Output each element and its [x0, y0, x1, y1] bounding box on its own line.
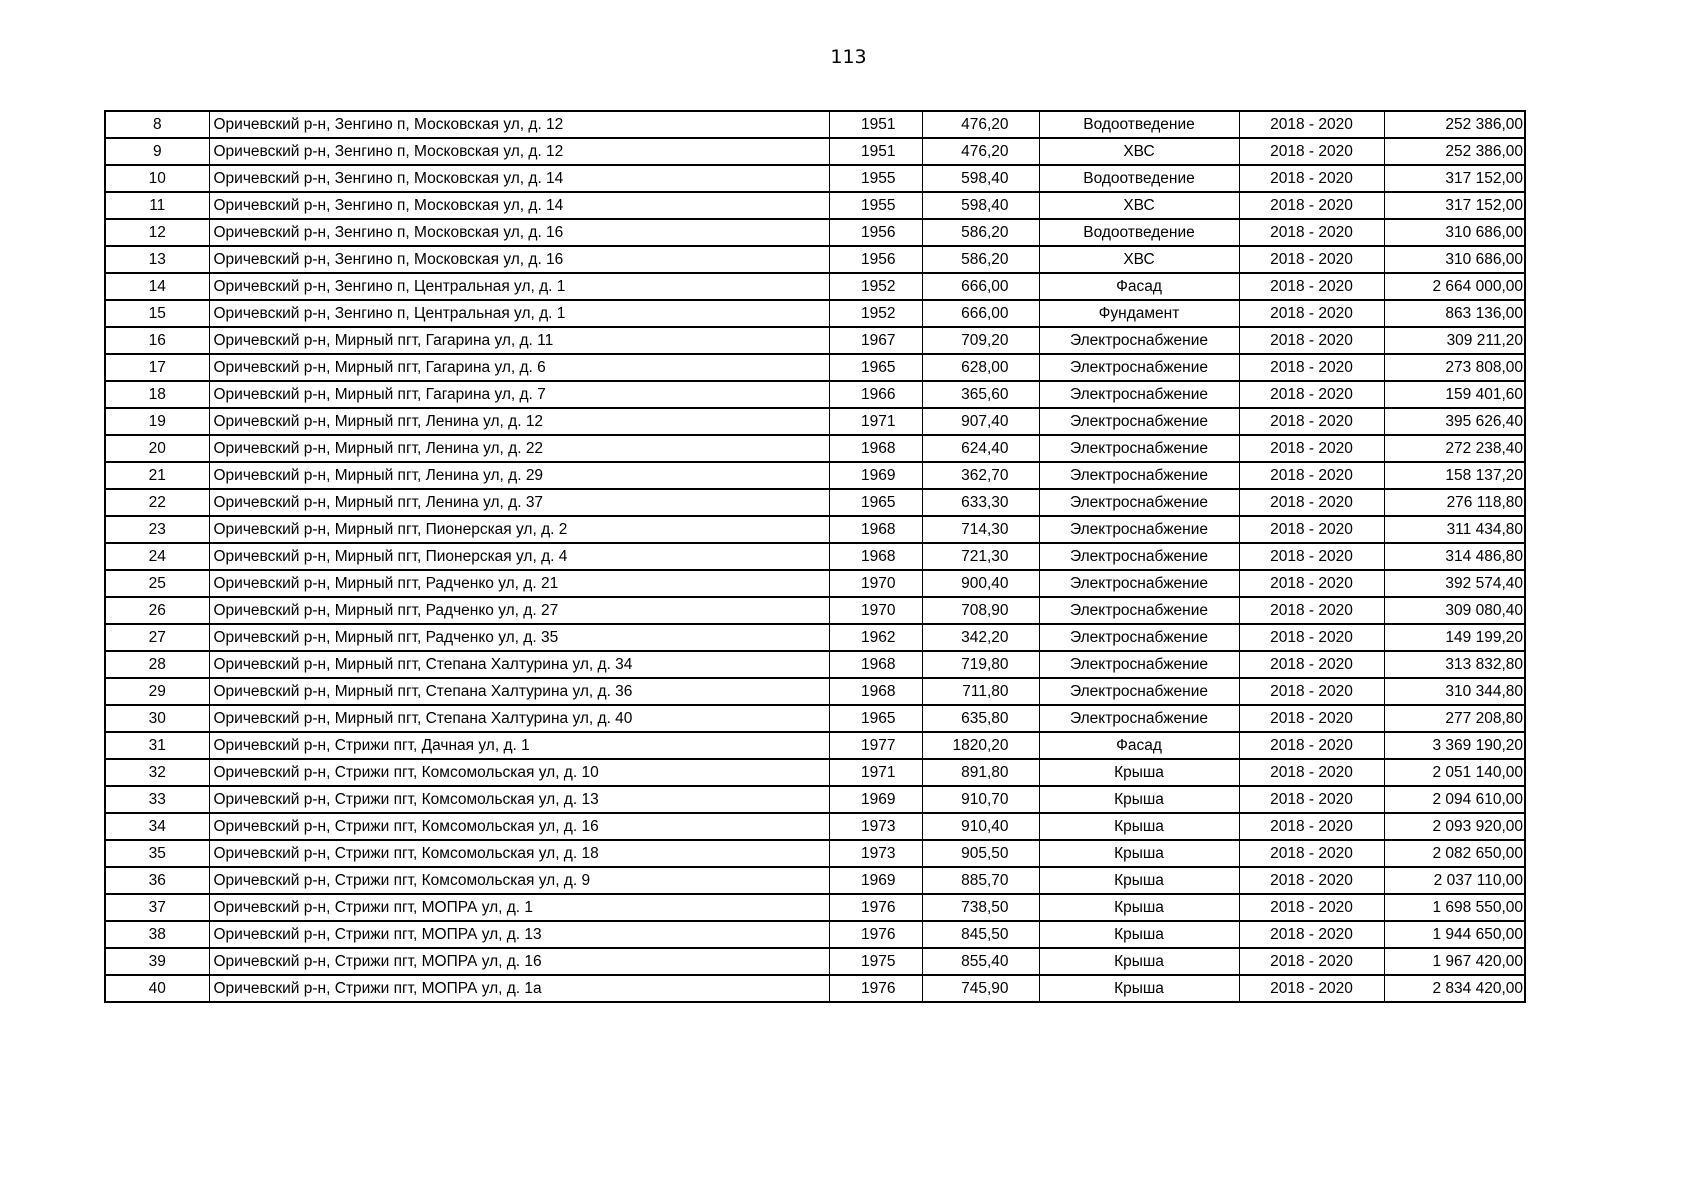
table-row — [105, 408, 1525, 435]
address-cell: Оричевский р-н, Стрижи пгт, Комсомольская ул, д. 13 — [209, 786, 829, 813]
address-cell: Оричевский р-н, Мирный пгт, Радченко ул, д. 35 — [209, 624, 829, 651]
area-cell: 745,90 — [922, 975, 1039, 1002]
period-cell: 2018 - 2020 — [1239, 570, 1384, 597]
area-cell: 666,00 — [922, 300, 1039, 327]
area-cell: 910,40 — [922, 813, 1039, 840]
work-type-cell: ХВС — [1039, 246, 1239, 273]
area-cell: 905,50 — [922, 840, 1039, 867]
table-row — [105, 165, 1525, 192]
row-number-cell: 25 — [105, 570, 209, 597]
year-built-cell: 1968 — [829, 678, 922, 705]
cost-cell: 1 698 550,00 — [1384, 894, 1525, 921]
table-row — [105, 354, 1525, 381]
year-built-cell: 1971 — [829, 759, 922, 786]
table-body — [105, 111, 1525, 1002]
row-number-cell: 39 — [105, 948, 209, 975]
period-cell: 2018 - 2020 — [1239, 840, 1384, 867]
area-cell: 907,40 — [922, 408, 1039, 435]
year-built-cell: 1976 — [829, 894, 922, 921]
area-cell: 362,70 — [922, 462, 1039, 489]
period-cell: 2018 - 2020 — [1239, 408, 1384, 435]
row-number-cell: 24 — [105, 543, 209, 570]
year-built-cell: 1965 — [829, 705, 922, 732]
cost-cell: 276 118,80 — [1384, 489, 1525, 516]
address-cell: Оричевский р-н, Мирный пгт, Пионерская ул, д. 2 — [209, 516, 829, 543]
row-number-cell: 16 — [105, 327, 209, 354]
row-number-cell: 29 — [105, 678, 209, 705]
address-cell: Оричевский р-н, Зенгино п, Центральная ул, д. 1 — [209, 300, 829, 327]
area-cell: 476,20 — [922, 111, 1039, 138]
year-built-cell: 1966 — [829, 381, 922, 408]
year-built-cell: 1969 — [829, 786, 922, 813]
year-built-cell: 1951 — [829, 138, 922, 165]
address-cell: Оричевский р-н, Мирный пгт, Ленина ул, д. 12 — [209, 408, 829, 435]
area-cell: 738,50 — [922, 894, 1039, 921]
work-type-cell: Электроснабжение — [1039, 408, 1239, 435]
work-type-cell: Водоотведение — [1039, 165, 1239, 192]
table-row — [105, 381, 1525, 408]
cost-cell: 392 574,40 — [1384, 570, 1525, 597]
area-cell: 855,40 — [922, 948, 1039, 975]
area-cell: 342,20 — [922, 624, 1039, 651]
area-cell: 666,00 — [922, 273, 1039, 300]
period-cell: 2018 - 2020 — [1239, 705, 1384, 732]
address-cell: Оричевский р-н, Мирный пгт, Гагарина ул, д. 6 — [209, 354, 829, 381]
address-cell: Оричевский р-н, Мирный пгт, Пионерская ул, д. 4 — [209, 543, 829, 570]
table-row — [105, 597, 1525, 624]
area-cell: 598,40 — [922, 165, 1039, 192]
area-cell: 708,90 — [922, 597, 1039, 624]
work-type-cell: Фасад — [1039, 732, 1239, 759]
row-number-cell: 30 — [105, 705, 209, 732]
year-built-cell: 1973 — [829, 840, 922, 867]
work-type-cell: Электроснабжение — [1039, 624, 1239, 651]
period-cell: 2018 - 2020 — [1239, 543, 1384, 570]
year-built-cell: 1971 — [829, 408, 922, 435]
table-row — [105, 975, 1525, 1002]
table-row — [105, 651, 1525, 678]
row-number-cell: 38 — [105, 921, 209, 948]
year-built-cell: 1968 — [829, 516, 922, 543]
table-row — [105, 489, 1525, 516]
table-row — [105, 840, 1525, 867]
period-cell: 2018 - 2020 — [1239, 948, 1384, 975]
period-cell: 2018 - 2020 — [1239, 165, 1384, 192]
cost-cell: 158 137,20 — [1384, 462, 1525, 489]
address-cell: Оричевский р-н, Стрижи пгт, Комсомольская ул, д. 16 — [209, 813, 829, 840]
cost-cell: 2 094 610,00 — [1384, 786, 1525, 813]
address-cell: Оричевский р-н, Зенгино п, Московская ул, д. 16 — [209, 246, 829, 273]
year-built-cell: 1976 — [829, 975, 922, 1002]
work-type-cell: Электроснабжение — [1039, 462, 1239, 489]
cost-cell: 252 386,00 — [1384, 111, 1525, 138]
row-number-cell: 26 — [105, 597, 209, 624]
table-row — [105, 759, 1525, 786]
row-number-cell: 35 — [105, 840, 209, 867]
table-row — [105, 462, 1525, 489]
row-number-cell: 31 — [105, 732, 209, 759]
table-row — [105, 732, 1525, 759]
area-cell: 891,80 — [922, 759, 1039, 786]
table-row — [105, 273, 1525, 300]
work-type-cell: Электроснабжение — [1039, 705, 1239, 732]
area-cell: 598,40 — [922, 192, 1039, 219]
table-row — [105, 678, 1525, 705]
work-type-cell: Крыша — [1039, 975, 1239, 1002]
address-cell: Оричевский р-н, Мирный пгт, Гагарина ул, д. 11 — [209, 327, 829, 354]
period-cell: 2018 - 2020 — [1239, 597, 1384, 624]
cost-cell: 310 344,80 — [1384, 678, 1525, 705]
cost-cell: 2 082 650,00 — [1384, 840, 1525, 867]
work-type-cell: Крыша — [1039, 894, 1239, 921]
area-cell: 586,20 — [922, 219, 1039, 246]
work-type-cell: Электроснабжение — [1039, 435, 1239, 462]
table-row — [105, 435, 1525, 462]
table-row — [105, 624, 1525, 651]
work-type-cell: Крыша — [1039, 786, 1239, 813]
cost-cell: 2 664 000,00 — [1384, 273, 1525, 300]
cost-cell: 314 486,80 — [1384, 543, 1525, 570]
row-number-cell: 8 — [105, 111, 209, 138]
period-cell: 2018 - 2020 — [1239, 813, 1384, 840]
area-cell: 711,80 — [922, 678, 1039, 705]
period-cell: 2018 - 2020 — [1239, 516, 1384, 543]
period-cell: 2018 - 2020 — [1239, 732, 1384, 759]
cost-cell: 311 434,80 — [1384, 516, 1525, 543]
cost-cell: 273 808,00 — [1384, 354, 1525, 381]
row-number-cell: 17 — [105, 354, 209, 381]
cost-cell: 272 238,40 — [1384, 435, 1525, 462]
year-built-cell: 1956 — [829, 219, 922, 246]
registry-table — [104, 110, 1526, 1003]
work-type-cell: Электроснабжение — [1039, 516, 1239, 543]
row-number-cell: 15 — [105, 300, 209, 327]
work-type-cell: Крыша — [1039, 948, 1239, 975]
address-cell: Оричевский р-н, Зенгино п, Центральная ул, д. 1 — [209, 273, 829, 300]
period-cell: 2018 - 2020 — [1239, 624, 1384, 651]
period-cell: 2018 - 2020 — [1239, 381, 1384, 408]
work-type-cell: Крыша — [1039, 813, 1239, 840]
year-built-cell: 1969 — [829, 462, 922, 489]
table-row — [105, 300, 1525, 327]
period-cell: 2018 - 2020 — [1239, 894, 1384, 921]
work-type-cell: Электроснабжение — [1039, 489, 1239, 516]
area-cell: 1820,20 — [922, 732, 1039, 759]
address-cell: Оричевский р-н, Стрижи пгт, МОПРА ул, д. 1 — [209, 894, 829, 921]
year-built-cell: 1977 — [829, 732, 922, 759]
cost-cell: 252 386,00 — [1384, 138, 1525, 165]
row-number-cell: 19 — [105, 408, 209, 435]
work-type-cell: Крыша — [1039, 759, 1239, 786]
cost-cell: 2 093 920,00 — [1384, 813, 1525, 840]
address-cell: Оричевский р-н, Зенгино п, Московская ул, д. 12 — [209, 111, 829, 138]
work-type-cell: Крыша — [1039, 840, 1239, 867]
address-cell: Оричевский р-н, Зенгино п, Московская ул, д. 12 — [209, 138, 829, 165]
row-number-cell: 9 — [105, 138, 209, 165]
table-row — [105, 867, 1525, 894]
address-cell: Оричевский р-н, Стрижи пгт, Комсомольская ул, д. 10 — [209, 759, 829, 786]
period-cell: 2018 - 2020 — [1239, 759, 1384, 786]
row-number-cell: 13 — [105, 246, 209, 273]
row-number-cell: 22 — [105, 489, 209, 516]
cost-cell: 317 152,00 — [1384, 165, 1525, 192]
period-cell: 2018 - 2020 — [1239, 273, 1384, 300]
period-cell: 2018 - 2020 — [1239, 327, 1384, 354]
address-cell: Оричевский р-н, Стрижи пгт, МОПРА ул, д. 13 — [209, 921, 829, 948]
area-cell: 900,40 — [922, 570, 1039, 597]
cost-cell: 1 967 420,00 — [1384, 948, 1525, 975]
area-cell: 885,70 — [922, 867, 1039, 894]
period-cell: 2018 - 2020 — [1239, 867, 1384, 894]
address-cell: Оричевский р-н, Мирный пгт, Ленина ул, д. 29 — [209, 462, 829, 489]
address-cell: Оричевский р-н, Стрижи пгт, МОПРА ул, д. 1а — [209, 975, 829, 1002]
year-built-cell: 1955 — [829, 192, 922, 219]
cost-cell: 2 834 420,00 — [1384, 975, 1525, 1002]
year-built-cell: 1967 — [829, 327, 922, 354]
table-row — [105, 543, 1525, 570]
page-number: 113 — [830, 46, 867, 68]
row-number-cell: 40 — [105, 975, 209, 1002]
year-built-cell: 1952 — [829, 273, 922, 300]
table-row — [105, 246, 1525, 273]
table-row — [105, 138, 1525, 165]
address-cell: Оричевский р-н, Зенгино п, Московская ул, д. 14 — [209, 192, 829, 219]
address-cell: Оричевский р-н, Мирный пгт, Степана Халтурина ул, д. 36 — [209, 678, 829, 705]
table-row — [105, 786, 1525, 813]
period-cell: 2018 - 2020 — [1239, 678, 1384, 705]
cost-cell: 317 152,00 — [1384, 192, 1525, 219]
area-cell: 714,30 — [922, 516, 1039, 543]
year-built-cell: 1976 — [829, 921, 922, 948]
year-built-cell: 1970 — [829, 570, 922, 597]
table-row — [105, 192, 1525, 219]
work-type-cell: Электроснабжение — [1039, 543, 1239, 570]
area-cell: 624,40 — [922, 435, 1039, 462]
work-type-cell: Электроснабжение — [1039, 327, 1239, 354]
cost-cell: 159 401,60 — [1384, 381, 1525, 408]
row-number-cell: 36 — [105, 867, 209, 894]
area-cell: 628,00 — [922, 354, 1039, 381]
address-cell: Оричевский р-н, Зенгино п, Московская ул, д. 14 — [209, 165, 829, 192]
cost-cell: 313 832,80 — [1384, 651, 1525, 678]
cost-cell: 3 369 190,20 — [1384, 732, 1525, 759]
address-cell: Оричевский р-н, Стрижи пгт, Комсомольская ул, д. 18 — [209, 840, 829, 867]
cost-cell: 1 944 650,00 — [1384, 921, 1525, 948]
period-cell: 2018 - 2020 — [1239, 246, 1384, 273]
cost-cell: 2 051 140,00 — [1384, 759, 1525, 786]
table-row — [105, 111, 1525, 138]
period-cell: 2018 - 2020 — [1239, 192, 1384, 219]
row-number-cell: 10 — [105, 165, 209, 192]
address-cell: Оричевский р-н, Мирный пгт, Радченко ул, д. 21 — [209, 570, 829, 597]
address-cell: Оричевский р-н, Мирный пгт, Степана Халтурина ул, д. 40 — [209, 705, 829, 732]
address-cell: Оричевский р-н, Стрижи пгт, МОПРА ул, д. 16 — [209, 948, 829, 975]
year-built-cell: 1970 — [829, 597, 922, 624]
cost-cell: 309 211,20 — [1384, 327, 1525, 354]
cost-cell: 277 208,80 — [1384, 705, 1525, 732]
area-cell: 719,80 — [922, 651, 1039, 678]
cost-cell: 310 686,00 — [1384, 246, 1525, 273]
period-cell: 2018 - 2020 — [1239, 921, 1384, 948]
table-row — [105, 921, 1525, 948]
year-built-cell: 1968 — [829, 435, 922, 462]
work-type-cell: Крыша — [1039, 867, 1239, 894]
work-type-cell: ХВС — [1039, 192, 1239, 219]
work-type-cell: Фасад — [1039, 273, 1239, 300]
year-built-cell: 1951 — [829, 111, 922, 138]
year-built-cell: 1955 — [829, 165, 922, 192]
row-number-cell: 14 — [105, 273, 209, 300]
year-built-cell: 1969 — [829, 867, 922, 894]
row-number-cell: 28 — [105, 651, 209, 678]
period-cell: 2018 - 2020 — [1239, 489, 1384, 516]
area-cell: 365,60 — [922, 381, 1039, 408]
work-type-cell: Водоотведение — [1039, 219, 1239, 246]
period-cell: 2018 - 2020 — [1239, 111, 1384, 138]
table-row — [105, 813, 1525, 840]
address-cell: Оричевский р-н, Зенгино п, Московская ул, д. 16 — [209, 219, 829, 246]
table-row — [105, 705, 1525, 732]
year-built-cell: 1956 — [829, 246, 922, 273]
period-cell: 2018 - 2020 — [1239, 462, 1384, 489]
row-number-cell: 37 — [105, 894, 209, 921]
cost-cell: 309 080,40 — [1384, 597, 1525, 624]
cost-cell: 2 037 110,00 — [1384, 867, 1525, 894]
year-built-cell: 1968 — [829, 651, 922, 678]
work-type-cell: Водоотведение — [1039, 111, 1239, 138]
work-type-cell: Крыша — [1039, 921, 1239, 948]
table-row — [105, 327, 1525, 354]
work-type-cell: Электроснабжение — [1039, 381, 1239, 408]
period-cell: 2018 - 2020 — [1239, 651, 1384, 678]
period-cell: 2018 - 2020 — [1239, 219, 1384, 246]
row-number-cell: 33 — [105, 786, 209, 813]
address-cell: Оричевский р-н, Стрижи пгт, Дачная ул, д. 1 — [209, 732, 829, 759]
work-type-cell: Электроснабжение — [1039, 597, 1239, 624]
area-cell: 586,20 — [922, 246, 1039, 273]
cost-cell: 395 626,40 — [1384, 408, 1525, 435]
year-built-cell: 1975 — [829, 948, 922, 975]
row-number-cell: 34 — [105, 813, 209, 840]
area-cell: 476,20 — [922, 138, 1039, 165]
table-row — [105, 219, 1525, 246]
row-number-cell: 21 — [105, 462, 209, 489]
period-cell: 2018 - 2020 — [1239, 138, 1384, 165]
work-type-cell: Электроснабжение — [1039, 354, 1239, 381]
area-cell: 910,70 — [922, 786, 1039, 813]
work-type-cell: Электроснабжение — [1039, 678, 1239, 705]
row-number-cell: 20 — [105, 435, 209, 462]
area-cell: 845,50 — [922, 921, 1039, 948]
area-cell: 709,20 — [922, 327, 1039, 354]
work-type-cell: Электроснабжение — [1039, 651, 1239, 678]
year-built-cell: 1952 — [829, 300, 922, 327]
period-cell: 2018 - 2020 — [1239, 975, 1384, 1002]
address-cell: Оричевский р-н, Стрижи пгт, Комсомольская ул, д. 9 — [209, 867, 829, 894]
work-type-cell: ХВС — [1039, 138, 1239, 165]
row-number-cell: 11 — [105, 192, 209, 219]
period-cell: 2018 - 2020 — [1239, 786, 1384, 813]
work-type-cell: Электроснабжение — [1039, 570, 1239, 597]
cost-cell: 863 136,00 — [1384, 300, 1525, 327]
year-built-cell: 1965 — [829, 489, 922, 516]
area-cell: 635,80 — [922, 705, 1039, 732]
period-cell: 2018 - 2020 — [1239, 435, 1384, 462]
year-built-cell: 1965 — [829, 354, 922, 381]
period-cell: 2018 - 2020 — [1239, 300, 1384, 327]
row-number-cell: 23 — [105, 516, 209, 543]
period-cell: 2018 - 2020 — [1239, 354, 1384, 381]
area-cell: 721,30 — [922, 543, 1039, 570]
address-cell: Оричевский р-н, Мирный пгт, Ленина ул, д. 37 — [209, 489, 829, 516]
address-cell: Оричевский р-н, Мирный пгт, Гагарина ул, д. 7 — [209, 381, 829, 408]
work-type-cell: Фундамент — [1039, 300, 1239, 327]
cost-cell: 310 686,00 — [1384, 219, 1525, 246]
year-built-cell: 1962 — [829, 624, 922, 651]
year-built-cell: 1968 — [829, 543, 922, 570]
row-number-cell: 27 — [105, 624, 209, 651]
cost-cell: 149 199,20 — [1384, 624, 1525, 651]
year-built-cell: 1973 — [829, 813, 922, 840]
address-cell: Оричевский р-н, Мирный пгт, Ленина ул, д. 22 — [209, 435, 829, 462]
row-number-cell: 18 — [105, 381, 209, 408]
table-row — [105, 948, 1525, 975]
address-cell: Оричевский р-н, Мирный пгт, Степана Халтурина ул, д. 34 — [209, 651, 829, 678]
table-row — [105, 894, 1525, 921]
table-row — [105, 570, 1525, 597]
row-number-cell: 12 — [105, 219, 209, 246]
row-number-cell: 32 — [105, 759, 209, 786]
address-cell: Оричевский р-н, Мирный пгт, Радченко ул, д. 27 — [209, 597, 829, 624]
area-cell: 633,30 — [922, 489, 1039, 516]
table-row — [105, 516, 1525, 543]
